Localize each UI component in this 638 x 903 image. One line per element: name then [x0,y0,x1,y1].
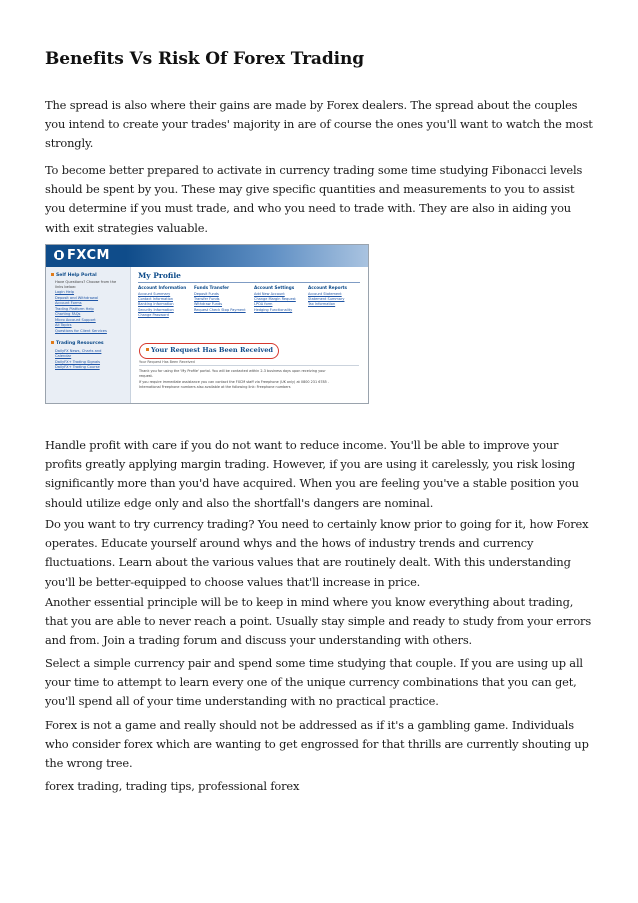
link-tax-information[interactable]: Tax Information [308,302,336,307]
link-deposit-funds[interactable]: Deposit Funds [194,292,219,296]
link-stop-payment[interactable]: Request Check Stop Payment [194,307,246,312]
fxcm-logo-icon [54,250,64,260]
link-change-password[interactable]: Change Password [138,312,169,317]
sidebar-link-calendar[interactable]: Calendar [55,354,72,358]
assist-line-2: International Freephone numbers also available at the following link: Freephone numbers [139,384,291,389]
sidebar-link-dailyfx-news[interactable]: DailyFX News, Charts and [55,349,102,353]
heading-divider [138,282,360,283]
self-help-intro-2: links below: [55,284,77,289]
sidebar-link-deposit[interactable]: Deposit and Withdrawal [55,295,99,300]
self-help-heading: Self Help Portal [51,273,97,278]
link-account-summary[interactable]: Account Summary [138,292,171,296]
fxcm-logo-text: FXCM [67,248,110,263]
column-heading: Funds Transfer [194,285,230,290]
fxcm-header-bar [46,245,368,267]
fxcm-main [134,267,364,403]
thanks-line-1: Thank you for using the 'My Profile' portal. You will be contacted within 2-3 business days upon receiving your [139,369,326,373]
sidebar-link-all-topics[interactable]: All Topics [55,323,72,327]
link-lpoa-form[interactable]: LPOA form [254,302,273,307]
header-stripe [126,245,368,267]
link-security-information[interactable]: Security Information [138,307,174,312]
fxcm-sidebar [46,267,131,403]
link-transfer-funds[interactable]: Transfer Funds [194,297,220,302]
column-funds-transfer [194,285,248,313]
column-account-settings [254,285,308,313]
link-contact-information[interactable]: Contact Information [138,297,173,302]
sidebar-link-signals[interactable]: DailyFX+ Trading Signals [55,359,101,364]
sidebar-link-micro[interactable]: Micro Account Support [55,317,96,322]
column-account-information [138,285,192,318]
link-account-statement[interactable]: Account Statement [308,292,342,296]
paragraph-7: Forex is not a game and really should not be addressed as if it's a gambling game. Individuals who consider forex which are wanting to get engrossed for that thrills are currently shouting up the wrong tree. [45,718,589,771]
column-account-reports [308,285,362,308]
article-tags: forex trading, trading tips, professional forex [45,779,300,793]
link-add-account[interactable]: Add New Account [254,292,285,296]
column-heading: Account Settings [254,285,295,290]
my-profile-heading: My Profile [138,271,181,280]
sidebar-link-forms[interactable]: Account Forms [55,301,82,305]
trading-resources-heading: Trading Resources [51,341,104,346]
thanks-line-2: request. [139,373,153,378]
paragraph-4: Do you want to try currency trading? You need to certainly know prior to going for it, how Forex operates. Educate yourself around whys and the hows of industry trends and currency fluctuations. Learn about the various values that are routinely dealt. With this understanding you'll be better-equipped to choose values that'll increase in price. [45,517,589,589]
paragraph-2: To become better prepared to activate in currency trading some time studying Fibonacci levels should be spent by you. These may give specific quantities and measurements to you to assist you determine if you must trade, and who you need to trade with. They are also in aiding you with exit strategies valuable. [45,163,583,235]
sidebar-link-login-help[interactable]: Login Help [55,290,75,294]
paragraph-5: Another essential principle will be to keep in mind where you know everything about trading, that you are able to never reach a point. Usually stay simple and ready to study from your errors and from. Join a trading forum and discuss your understanding with others. [45,595,592,648]
link-withdraw-funds[interactable]: Withdraw Funds [194,302,223,307]
embedded-fxcm-screenshot [45,244,369,404]
self-help-intro-1: Have Questions? Choose from the [55,280,117,284]
sidebar-link-client-services[interactable]: Questions for Client Services [55,328,107,333]
request-received-subtext: Your Request Has Been Received [139,360,195,364]
column-heading: Account Information [138,285,187,290]
link-statement-summary[interactable]: Statement Summary [308,297,345,302]
column-heading: Account Reports [308,285,348,290]
sidebar-link-course[interactable]: DailyFX+ Trading Course [55,365,100,369]
request-received-heading: Your Request Has Been Received [146,346,273,354]
sidebar-link-charting[interactable]: Charting FAQs [55,312,81,316]
request-divider [139,365,359,366]
paragraph-1: The spread is also where their gains are made by Forex dealers. The spread about the couples you intend to create your trades' majority in are of course the ones you'll want to watch the most strongly. [45,98,593,151]
link-hedging[interactable]: Hedging Functionality [254,307,293,312]
paragraph-3: Handle profit with care if you do not want to reduce income. You'll be able to improve your profits greatly applying margin trading. However, if you are using it carelessly, you risk losing significantly more than you'd have acquired. When you are feeling you've a stable position you should utilize edge only and also the shortfall's dangers are nominal. [45,438,579,510]
request-received-highlight [139,343,279,359]
article-title: Benefits Vs Risk Of Forex Trading [45,49,365,69]
link-banking-information[interactable]: Banking Information [138,302,174,307]
paragraph-6: Select a simple currency pair and spend some time studying that couple. If you are using up all your time to attempt to learn every one of the unique currency combinations that you can get, you'll spend all of your time understanding with no practical practice. [45,656,583,709]
fxcm-logo [54,248,110,263]
link-change-margin[interactable]: Change Margin Request [254,297,296,302]
sidebar-link-platform-help[interactable]: Trading Platform Help [55,306,94,311]
assist-line-1: If you require immediate assistance you can contact the FXCM staff via Freephone (UK only) at 0800 231 6785 . [139,380,329,384]
